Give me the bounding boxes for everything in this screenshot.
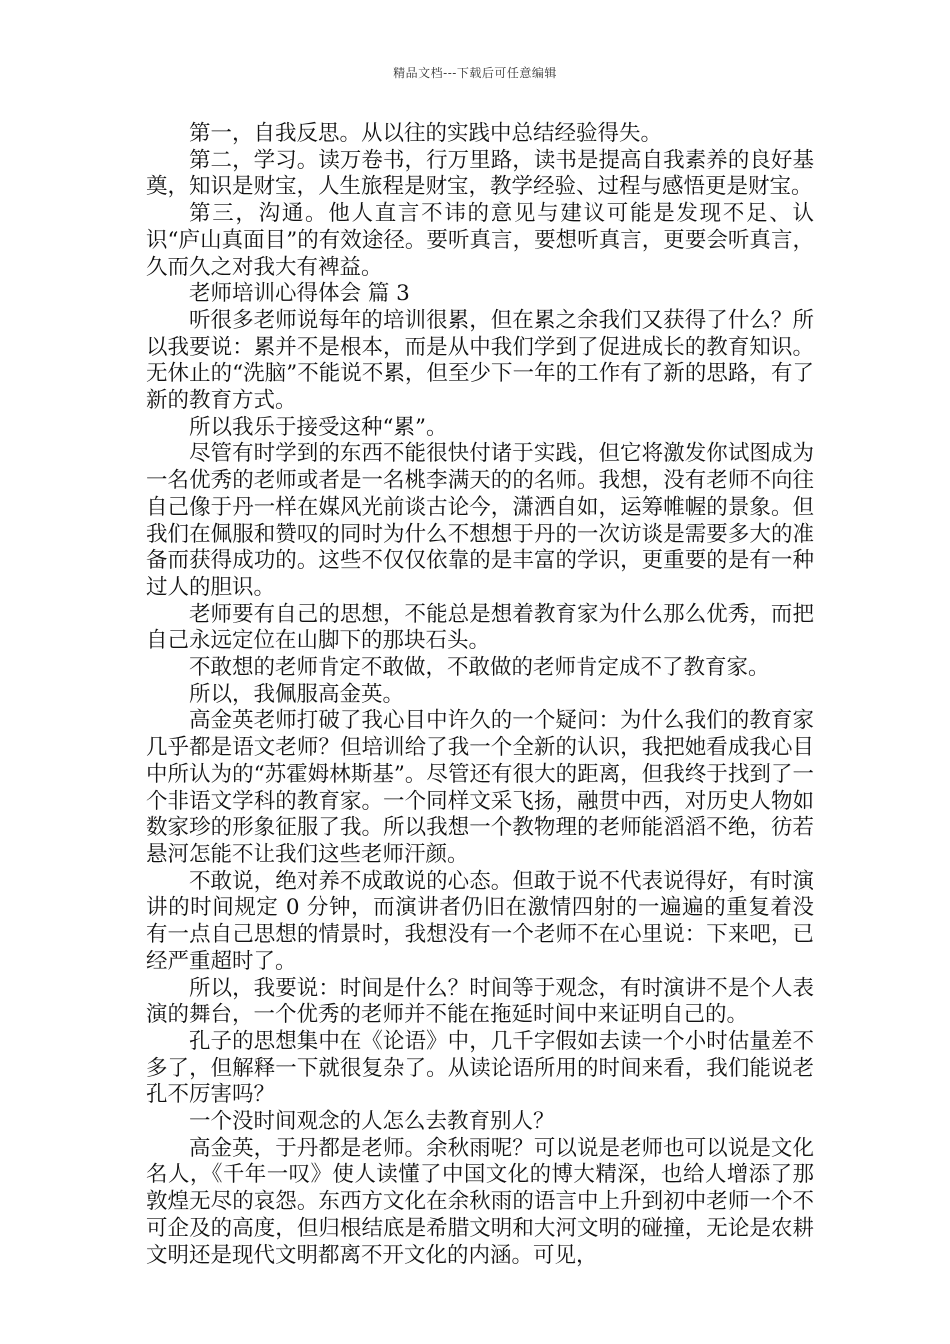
- paragraph: 第一，自我反思。从以往的实践中总结经验得失。: [189, 121, 663, 146]
- paragraph: 老师要有自己的思想，不能总是想着教育家为什么那么优秀，而把自己永远定位在山脚下的那块石头。: [146, 601, 814, 654]
- page-header: 精品文档---下载后可任意编辑: [393, 66, 557, 80]
- paragraph: 所以我乐于接受这种“累”。: [189, 414, 448, 440]
- paragraph: 不敢想的老师肯定不敢做，不敢做的老师肯定成不了教育家。: [189, 655, 770, 681]
- paragraph: 高金英老师打破了我心目中许久的一个疑问：为什么我们的教育家几乎都是语文老师？但培训给了我一个全新的认识，我把她看成我心目中所认为的“苏霍姆林斯基”。尽管还有很大的距离，但我终于找到了一个非语文学科的教育家。一个同样文采飞扬，融贯中西，对历史人物如数家珍的形象征服了我。所以我想一个教物理的老师能滔滔不绝，彷若悬河怎能不让我们这些老师汗颜。: [146, 708, 814, 867]
- paragraph: 高金英，于丹都是老师。余秋雨呢？可以说是老师也可以说是文化名人，《千年一叹》使人读懂了中国文化的博大精深，也给人增添了那敦煌无尽的哀怨。东西方文化在余秋雨的语言中上升到初中老师一个不可企及的高度，但归根结底是希腊文明和大河文明的碰撞，无论是农耕文明还是现代文明都离不开文化的内涵。可见，: [146, 1135, 814, 1268]
- paragraph: 不敢说，绝对养不成敢说的心态。但敢于说不代表说得好，有时演讲的时间规定 0 分钟，而演讲者仍旧在激情四射的一遍遍的重复着没有一点自己思想的情景时，我想没有一个老师不在心里说：下来吧，已经严重超时了。: [146, 868, 814, 974]
- paragraph: 听很多老师说每年的培训很累，但在累之余我们又获得了什么？所以我要说：累并不是根本，而是从中我们学到了促进成长的教育知识。无休止的“洗脑”不能说不累，但至少下一年的工作有了新的思路，有了新的教育方式。: [146, 307, 814, 414]
- paragraph: 所以，我佩服高金英。: [189, 681, 405, 707]
- paragraph: 所以，我要说：时间是什么？时间等于观念，有时演讲不是个人表演的舞台，一个优秀的老师并不能在拖延时间中来证明自己的。: [146, 975, 814, 1028]
- document-body: [146, 121, 814, 1269]
- paragraph: 第三，沟通。他人直言不讳的意见与建议可能是发现不足、认识“庐山真面目”的有效途径。要听真言，要想听真言，更要会听真言，久而久之对我大有裨益。: [146, 201, 814, 280]
- paragraph: 一个没时间观念的人怎么去教育别人？: [189, 1109, 555, 1135]
- paragraph: 孔子的思想集中在《论语》中，几千字假如去读一个小时估量差不多了，但解释一下就很复杂了。从读论语所用的时间来看，我们能说老孔不厉害吗？: [146, 1028, 814, 1108]
- paragraph: 第二，学习。读万卷书，行万里路，读书是提高自我素养的良好基奠，知识是财宝，人生旅程是财宝，教学经验、过程与感悟更是财宝。: [146, 147, 814, 200]
- paragraph: 尽管有时学到的东西不能很快付诸于实践，但它将激发你试图成为一名优秀的老师或者是一名桃李满天的的名师。我想，没有老师不向往自己像于丹一样在媒风光前谈古论今，潇洒自如，运筹帷幄的景象。但我们在佩服和赞叹的同时为什么不想想于丹的一次访谈是需要多大的准备而获得成功的。这些不仅仅依靠的是丰富的学识，更重要的是有一种过人的胆识。: [146, 441, 814, 600]
- section-heading: 老师培训心得体会 篇 3: [189, 281, 410, 307]
